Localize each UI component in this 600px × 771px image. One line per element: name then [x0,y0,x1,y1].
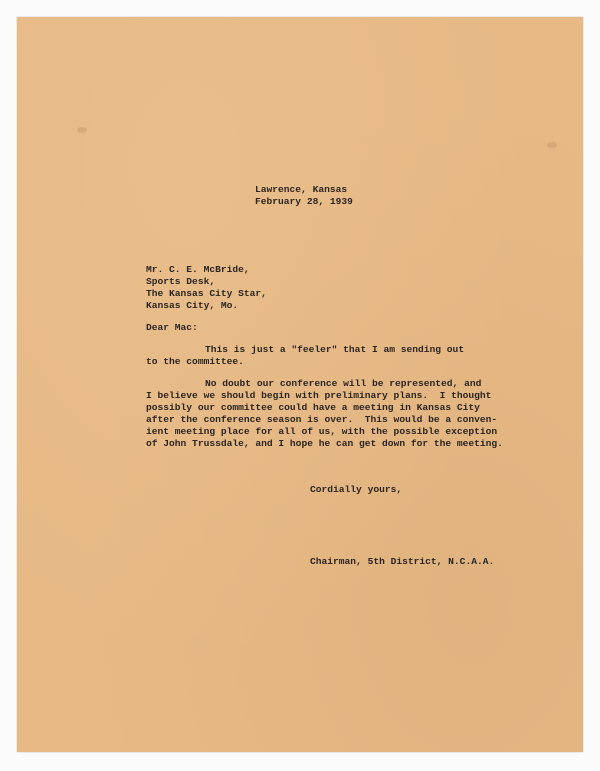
paragraph2-line: possibly our committee could have a meeting in Kansas City [146,402,480,413]
recipient-name: Mr. C. E. McBride, [146,264,250,275]
paragraph1-line: This is just a "feeler" that I am sending out [205,344,465,355]
paragraph2-line: of John Trussdale, and I hope he can get down for the meeting. [146,438,503,449]
paper-mark [547,142,557,148]
paragraph2-line: after the conference season is over. This would be a conven- [146,414,498,425]
paragraph2-line: No doubt our conference will be represented, and [205,378,482,389]
date-line: February 28, 1939 [255,196,353,207]
recipient-organization: The Kansas City Star, [146,288,267,299]
paragraph1-line: to the committee. [146,356,244,367]
recipient-desk: Sports Desk, [146,276,216,287]
salutation: Dear Mac: [146,322,198,333]
place-line: Lawrence, Kansas [255,184,348,195]
signature-title: Chairman, 5th District, N.C.A.A. [310,556,495,567]
recipient-city: Kansas City, Mo. [146,300,239,311]
paragraph2-line: I believe we should begin with preliminary plans. I thought [146,390,492,401]
paper-mark [77,127,87,133]
closing: Cordially yours, [310,484,403,495]
paragraph2-line: ient meeting place for all of us, with the possible exception [146,426,498,437]
